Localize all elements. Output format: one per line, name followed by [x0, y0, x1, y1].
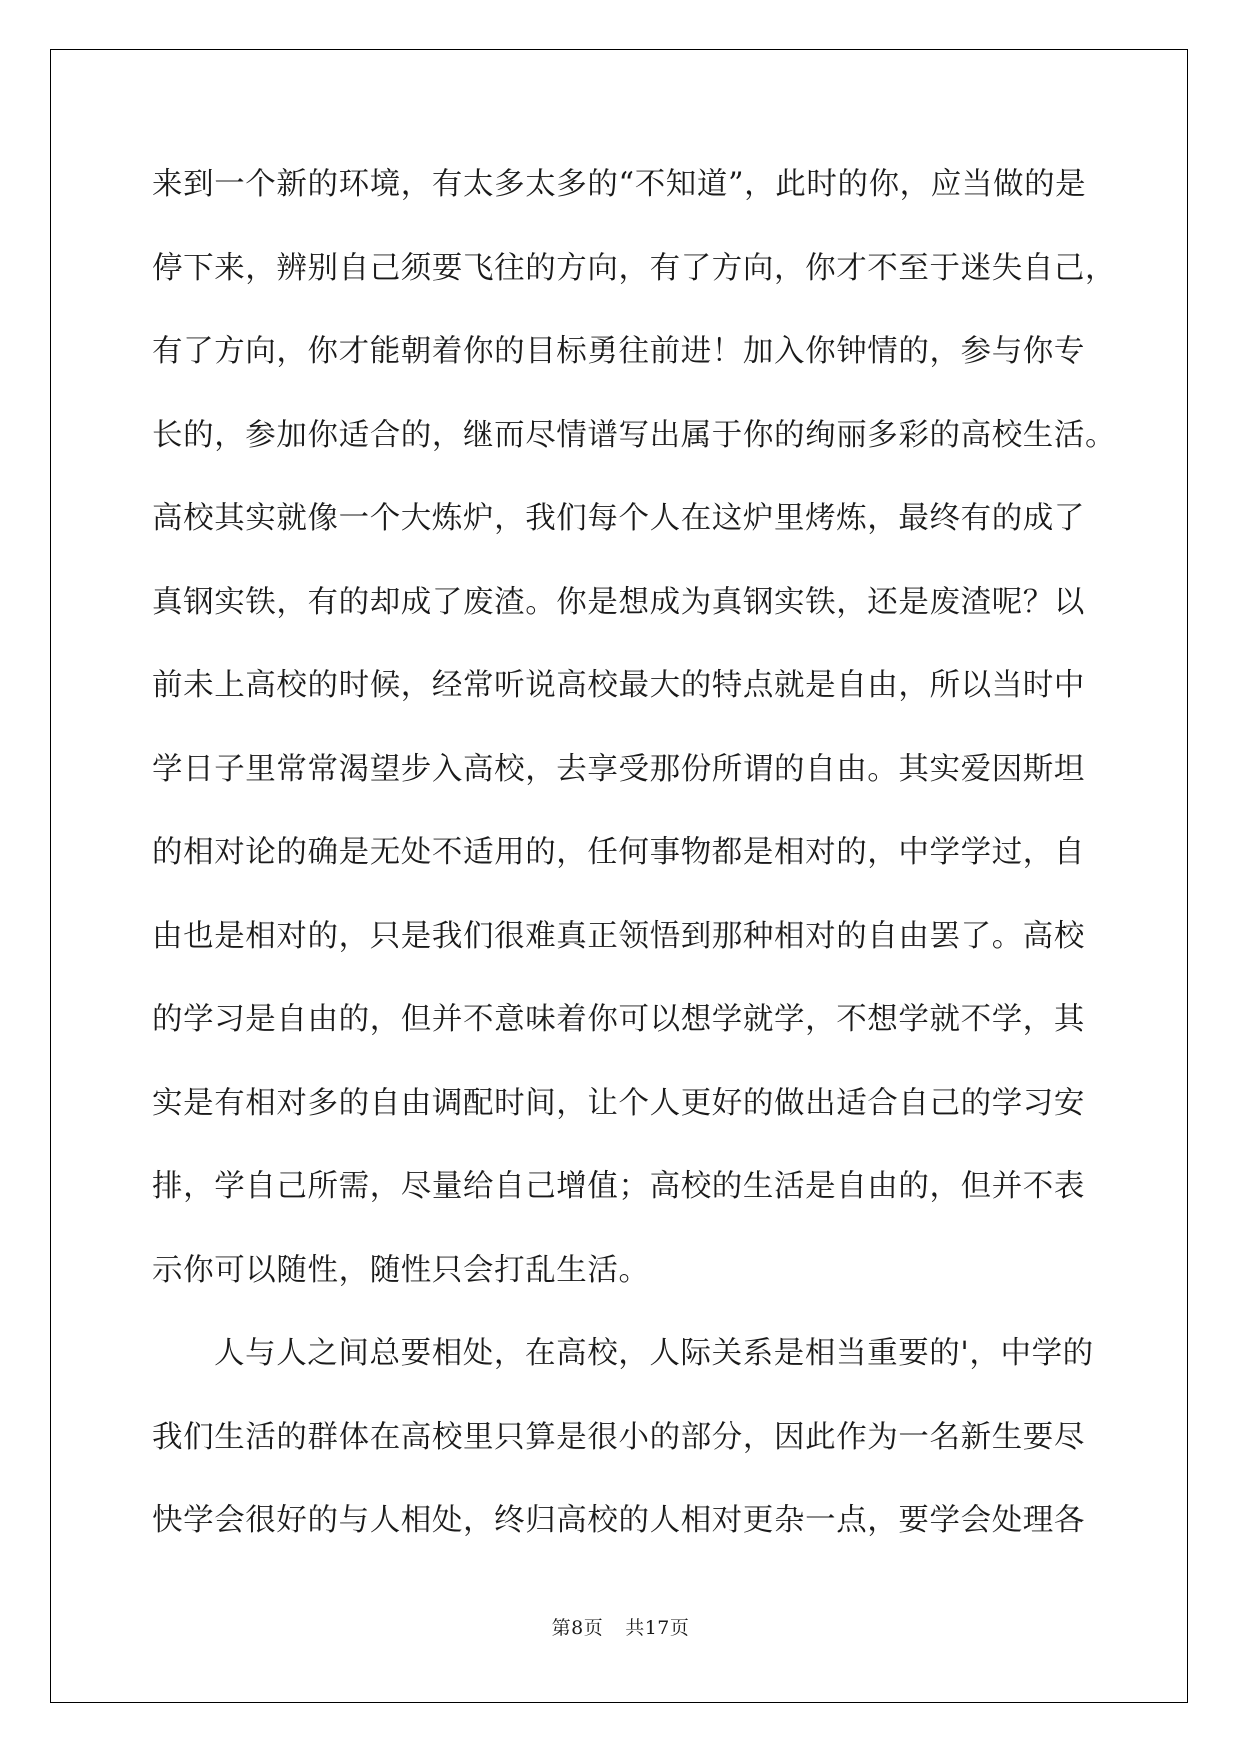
text-line: 示你可以随性，随性只会打乱生活。 — [152, 1252, 650, 1288]
text-line: 有了方向，你才能朝着你的目标勇往前进！加入你钟情的，参与你专 — [152, 334, 1085, 369]
text-line: 快学会很好的与人相处，终归高校的人相对更杂一点，要学会处理各 — [152, 1503, 1085, 1538]
text-line: 前未上高校的时候，经常听说高校最大的特点就是自由，所以当时中 — [152, 668, 1085, 703]
text-line: 停下来，辨别自己须要飞往的方向，有了方向，你才不至于迷失自己， — [152, 250, 1117, 286]
text-line: 学日子里常常渴望步入高校，去享受那份所谓的自由。其实爱因斯坦 — [152, 751, 1085, 787]
text-line: 由也是相对的，只是我们很难真正领悟到那种相对的自由罢了。高校 — [152, 918, 1085, 954]
text-line: 的学习是自由的，但并不意味着你可以想学就学，不想学就不学，其 — [152, 1002, 1085, 1037]
text-line: 排，学自己所需，尽量给自己增值；高校的生活是自由的，但并不表 — [152, 1169, 1085, 1204]
page-footer — [0, 1613, 1241, 1640]
document-body — [152, 160, 1117, 1580]
text-line: 高校其实就像一个大炼炉，我们每个人在这炉里烤炼，最终有的成了 — [152, 501, 1085, 536]
page-number-total: 共17页 — [625, 1617, 690, 1639]
text-line: 实是有相对多的自由调配时间，让个人更好的做出适合自己的学习安 — [152, 1085, 1085, 1121]
paragraph-start-line: 人与人之间总要相处，在高校，人际关系是相当重要的'，中学的 — [214, 1336, 1094, 1371]
text-line: 来到一个新的环境，有太多太多的“不知道”，此时的你，应当做的是 — [152, 167, 1087, 202]
text-line: 的相对论的确是无处不适用的，任何事物都是相对的，中学学过，自 — [152, 835, 1085, 870]
text-line: 真钢实铁，有的却成了废渣。你是想成为真钢实铁，还是废渣呢？以 — [152, 584, 1085, 620]
page-number-current: 第8页 — [551, 1617, 604, 1639]
text-line: 长的，参加你适合的，继而尽情谱写出属于你的绚丽多彩的高校生活。 — [152, 417, 1117, 453]
text-line: 我们生活的群体在高校里只算是很小的部分，因此作为一名新生要尽 — [152, 1419, 1085, 1455]
